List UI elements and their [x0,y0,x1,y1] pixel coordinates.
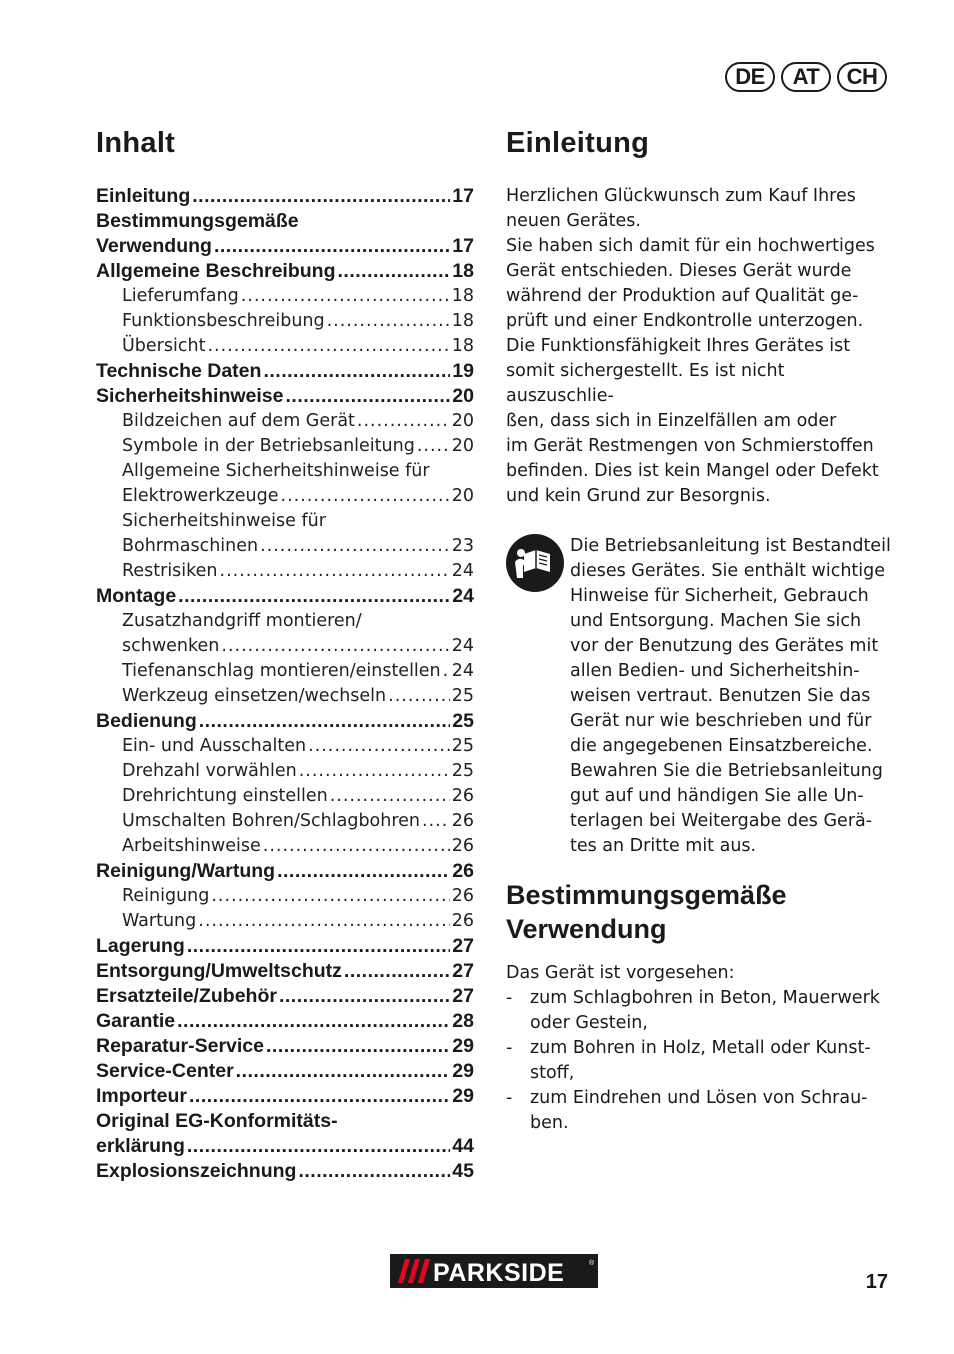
toc-entry[interactable] [96,209,474,234]
toc-leader-dots [221,634,449,659]
toc-leader-dots [277,859,450,884]
toc-subentry[interactable] [96,334,474,359]
toc-entry-text: Explosionszeichnung [96,1160,297,1182]
usage-list-item [506,1086,894,1111]
manual-note-line: tes an Dritte mit aus. [570,836,757,856]
toc-entry-page: 20 [451,486,474,506]
list-bullet-dash: - [506,988,513,1008]
toc-entry-page: 28 [452,1010,474,1032]
toc-entry-text: Drehzahl vorwählen [122,761,297,781]
manual-note-text [570,534,894,859]
manual-note [506,534,894,859]
toc-subentry[interactable] [96,309,474,334]
toc-entry-text: erklärung [96,1135,185,1157]
logo-text: PARKSIDE [433,1259,565,1287]
usage-list-item [506,1061,894,1086]
toc-leader-dots [337,259,450,284]
toc-entry[interactable] [96,1159,474,1184]
manual-note-line: vor der Benutzung des Gerätes mit [570,636,879,656]
intro-line: Herzlichen Glückwunsch zum Kauf Ihres [506,186,856,206]
toc-leader-dots [298,1159,450,1184]
toc-entry-page: 27 [452,960,474,982]
toc-list [96,184,474,1184]
toc-entry-page: 29 [452,1060,474,1082]
toc-leader-dots [308,734,450,759]
toc-entry-page: 19 [452,360,474,382]
usage-heading-line2: Verwendung [506,914,667,944]
toc-entry-text: Reparatur-Service [96,1035,264,1057]
toc-entry-text: Verwendung [96,235,212,257]
toc-entry-text: Ein- und Ausschalten [122,736,307,756]
list-bullet-dash [506,1061,530,1086]
toc-subentry[interactable] [96,434,474,459]
toc-leader-dots [207,334,449,359]
manual-note-line: allen Bedien- und Sicherheitshin- [570,661,860,681]
intro-line: ßen, dass sich in Einzelfällen am oder [506,411,837,431]
intro-line: während der Produktion auf Qualität ge- [506,286,859,306]
toc-leader-dots [388,684,450,709]
usage-heading [506,878,894,946]
toc-entry-text: Tiefenanschlag montieren/einstellen [122,661,441,681]
manual-note-line: Bewahren Sie die Betriebsanleitung [570,761,883,781]
toc-entry-text: Ersatzteile/Zubehör [96,985,277,1007]
toc-subentry[interactable] [96,809,474,834]
usage-list-item-text: oder Gestein, [530,1013,648,1033]
toc-entry[interactable] [96,859,474,884]
toc-leader-dots [344,959,450,984]
toc-leader-dots [198,909,449,934]
toc-entry-page: 27 [452,935,474,957]
list-bullet-dash [506,1011,530,1036]
toc-entry-page: 17 [452,235,474,257]
toc-subentry[interactable] [96,659,474,684]
toc-subentry[interactable] [96,559,474,584]
toc-leader-dots [220,559,450,584]
toc-leader-dots [214,234,450,259]
toc-entry-text: Lagerung [96,935,185,957]
intro-line: somit sichergestellt. Es ist nicht auszuschlie- [506,361,785,406]
toc-subentry[interactable] [96,284,474,309]
toc-subentry[interactable] [96,884,474,909]
toc-leader-dots [187,1134,450,1159]
toc-entry[interactable] [96,1009,474,1034]
toc-entry-text: Übersicht [122,336,206,356]
toc-entry-page: 18 [452,260,474,282]
toc-entry-text: Reinigung/Wartung [96,860,276,882]
toc-entry-text: Wartung [122,911,197,931]
toc-entry-text: Montage [96,585,177,607]
intro-line: Sie haben sich damit für ein hochwertiges [506,236,875,256]
toc-entry-page: 25 [451,686,474,706]
toc-entry-page: 26 [451,911,474,931]
table-of-contents [96,126,474,1184]
manual-note-line: weisen vertraut. Benutzen Sie das [570,686,871,706]
toc-entry[interactable] [96,1034,474,1059]
toc-entry-page: 24 [451,636,474,656]
toc-entry[interactable] [96,584,474,609]
toc-entry-text: Einleitung [96,185,191,207]
toc-entry-text: Drehrichtung einstellen [122,786,328,806]
toc-leader-dots [236,1059,451,1084]
toc-entry-text: Service-Center [96,1060,234,1082]
toc-subentry[interactable] [96,509,474,534]
usage-list-item-text: ben. [530,1113,569,1133]
toc-entry-page: 20 [451,411,474,431]
read-manual-icon [506,534,564,592]
manual-note-line: und Entsorgung. Machen Sie sich [570,611,862,631]
toc-entry[interactable] [96,1084,474,1109]
toc-entry[interactable] [96,1059,474,1084]
toc-entry-text: Reinigung [122,886,210,906]
toc-entry-page: 25 [452,710,474,732]
toc-entry[interactable] [96,1134,474,1159]
toc-entry-text: Bestimmungsgemäße [96,210,299,232]
country-badge-at: AT [781,62,831,92]
toc-entry-text: Elektrowerkzeuge [122,486,279,506]
usage-list-item-text: zum Schlagbohren in Beton, Mauerwerk [530,988,880,1008]
toc-subentry[interactable] [96,909,474,934]
intro-line: prüft und einer Endkontrolle unterzogen. [506,311,864,331]
toc-entry-text: Werkzeug einsetzen/wechseln [122,686,387,706]
country-badges [725,62,887,92]
toc-entry-page: 25 [451,736,474,756]
toc-subentry[interactable] [96,609,474,634]
manual-note-line: Hinweise für Sicherheit, Gebrauch [570,586,869,606]
intro-line: neuen Gerätes. [506,211,641,231]
toc-entry-page: 29 [452,1085,474,1107]
toc-entry-page: 23 [451,536,474,556]
manual-note-line: Die Betriebsanleitung ist Bestandteil [570,536,891,556]
toc-entry-text: Bildzeichen auf dem Gerät [122,411,355,431]
usage-list-item [506,1036,894,1061]
toc-leader-dots [241,284,450,309]
toc-leader-dots [417,434,450,459]
toc-leader-dots [211,884,449,909]
toc-entry-text: Allgemeine Sicherheitshinweise für [122,461,430,481]
toc-leader-dots [189,1084,450,1109]
toc-entry-text: Technische Daten [96,360,262,382]
usage-list-item [506,986,894,1011]
toc-entry-page: 18 [451,311,474,331]
toc-entry[interactable] [96,234,474,259]
toc-entry-text: Symbole in der Betriebsanleitung [122,436,415,456]
toc-entry-text: Lieferumfang [122,286,239,306]
toc-entry[interactable] [96,934,474,959]
toc-entry-page: 24 [452,585,474,607]
usage-list-item-text: stoff, [530,1063,575,1083]
toc-entry-page: 20 [451,436,474,456]
toc-entry[interactable] [96,709,474,734]
toc-entry-page: 18 [451,336,474,356]
toc-entry-page: 25 [451,761,474,781]
toc-leader-dots [266,1034,450,1059]
toc-entry[interactable] [96,184,474,209]
usage-list-item [506,1111,894,1136]
usage-heading-line1: Bestimmungsgemäße [506,880,787,910]
country-badge-de: DE [725,62,775,92]
toc-entry-text: Sicherheitshinweise [96,385,284,407]
usage-list-item-text: zum Eindrehen und Lösen von Schrau- [530,1088,868,1108]
usage-list [506,961,894,1136]
toc-title: Inhalt [96,127,176,159]
toc-entry-page: 24 [451,661,474,681]
usage-list-item-text: zum Bohren in Holz, Metall oder Kunst- [530,1038,871,1058]
toc-leader-dots [263,834,450,859]
toc-entry-text: Funktionsbeschreibung [122,311,325,331]
toc-entry-text: Bedienung [96,710,197,732]
intro-line: Die Funktionsfähigkeit Ihres Gerätes ist [506,336,851,356]
toc-leader-dots [286,384,451,409]
main-content [506,126,894,1136]
intro-line: Gerät entschieden. Dieses Gerät wurde [506,261,852,281]
toc-entry-text: Sicherheitshinweise für [122,511,326,531]
toc-leader-dots [178,584,450,609]
usage-lead: Das Gerät ist vorgesehen: [506,963,735,983]
toc-subentry[interactable] [96,459,474,484]
toc-entry-page: 26 [451,836,474,856]
intro-line: befinden. Dies ist kein Mangel oder Defekt [506,461,879,481]
toc-subentry[interactable] [96,534,474,559]
toc-entry-text: Allgemeine Beschreibung [96,260,336,282]
intro-heading: Einleitung [506,127,650,159]
manual-note-line: terlagen bei Weitergabe des Gerä- [570,811,873,831]
toc-entry-page: 24 [451,561,474,581]
toc-entry-page: 20 [452,385,474,407]
intro-line: im Gerät Restmengen von Schmierstoffen [506,436,874,456]
toc-leader-dots [260,534,450,559]
toc-subentry[interactable] [96,784,474,809]
manual-note-line: die angegebenen Einsatzbereiche. [570,736,873,756]
toc-leader-dots [187,934,450,959]
intro-line: und kein Grund zur Besorgnis. [506,486,771,506]
toc-subentry[interactable] [96,684,474,709]
toc-leader-dots [281,484,450,509]
list-bullet-dash: - [506,1038,513,1058]
toc-entry-text: Zusatzhandgriff montieren/ [122,611,362,631]
intro-paragraph [506,184,894,509]
toc-entry-text: Restrisiken [122,561,218,581]
toc-subentry[interactable] [96,484,474,509]
toc-leader-dots [263,359,450,384]
usage-list-item [506,1011,894,1036]
toc-subentry[interactable] [96,759,474,784]
toc-leader-dots [177,1009,450,1034]
toc-entry-page: 26 [451,886,474,906]
parkside-logo [390,1254,598,1288]
manual-note-line: gut auf und händigen Sie alle Un- [570,786,864,806]
manual-note-line: dieses Gerätes. Sie enthält wichtige [570,561,886,581]
manual-note-line: Gerät nur wie beschrieben und für [570,711,872,731]
toc-leader-dots [443,659,450,684]
country-badge-ch: CH [837,62,887,92]
toc-leader-dots [327,309,450,334]
toc-entry-page: 18 [451,286,474,306]
toc-entry-text: Umschalten Bohren/Schlagbohren [122,811,421,831]
toc-entry-text: Garantie [96,1010,176,1032]
toc-entry[interactable] [96,959,474,984]
toc-entry-text: Arbeitshinweise [122,836,261,856]
toc-entry-text: Importeur [96,1085,188,1107]
toc-leader-dots [422,809,450,834]
toc-entry[interactable] [96,984,474,1009]
toc-entry-page: 26 [451,811,474,831]
toc-entry-text: Entsorgung/Umweltschutz [96,960,342,982]
toc-leader-dots [279,984,450,1009]
toc-leader-dots [357,409,450,434]
toc-entry-page: 17 [452,185,474,207]
toc-entry[interactable] [96,359,474,384]
toc-entry-page: 44 [452,1135,474,1157]
toc-subentry[interactable] [96,834,474,859]
toc-entry[interactable] [96,384,474,409]
logo-registered-mark: ® [589,1260,595,1267]
toc-subentry[interactable] [96,634,474,659]
toc-subentry[interactable] [96,734,474,759]
toc-entry-text: Original EG-Konformitäts- [96,1110,338,1132]
toc-leader-dots [192,184,450,209]
toc-entry[interactable] [96,259,474,284]
toc-leader-dots [199,709,451,734]
list-bullet-dash [506,1111,530,1136]
list-bullet-dash: - [506,1088,513,1108]
toc-leader-dots [330,784,450,809]
toc-entry-text: Bohrmaschinen [122,536,259,556]
toc-leader-dots [299,759,450,784]
toc-entry-page: 26 [451,786,474,806]
toc-entry-page: 26 [452,860,474,882]
toc-entry-text: schwenken [122,636,220,656]
page-number: 17 [865,1271,888,1293]
toc-subentry[interactable] [96,409,474,434]
toc-entry-page: 29 [452,1035,474,1057]
toc-entry-page: 27 [452,985,474,1007]
toc-entry-page: 45 [452,1160,474,1182]
toc-entry[interactable] [96,1109,474,1134]
